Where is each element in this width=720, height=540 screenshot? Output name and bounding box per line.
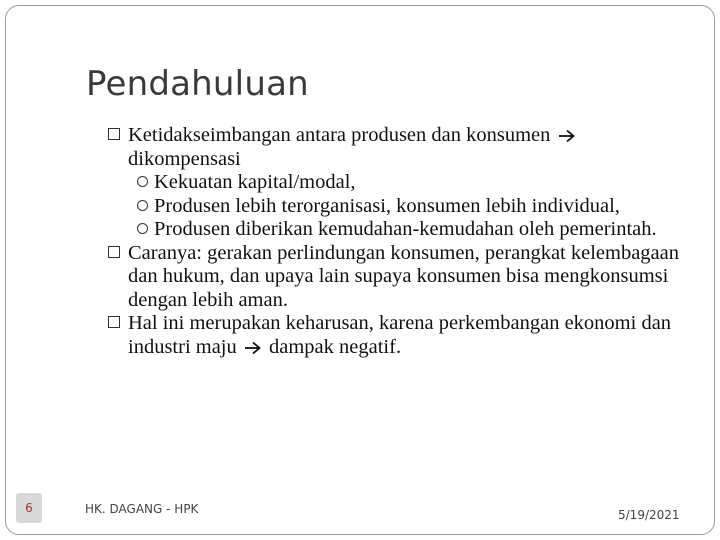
sub-bullet-1-text: Kekuatan kapital/modal, <box>154 171 356 193</box>
bullet-1-text-after: dikompensasi <box>128 147 241 170</box>
sub-bullet-2-text: Produsen lebih terorganisasi, konsumen lebih individual, <box>154 194 620 217</box>
footer-text: HK. DAGANG - HPK <box>85 502 199 516</box>
slide <box>5 5 715 535</box>
slide-body <box>94 124 694 359</box>
circle-bullet-icon <box>137 176 148 187</box>
arrow-right-icon <box>558 129 576 143</box>
bullet-2 <box>94 242 694 313</box>
square-bullet-icon <box>108 246 120 258</box>
bullet-3-text-after: dampak negatif. <box>269 335 402 358</box>
sub-bullet-3 <box>94 218 694 242</box>
bullet-2-text: Caranya: gerakan perlindungan konsumen, perangkat kelembagaan dan hukum, dan upaya lain supaya konsumen bisa mengkonsumsi dengan lebih aman. <box>128 241 680 311</box>
circle-bullet-icon <box>137 200 148 211</box>
bullet-3-text-before: Hal ini merupakan keharusan, karena perkembangan ekonomi dan industri maju <box>128 312 672 358</box>
square-bullet-icon <box>108 316 120 328</box>
bullet-1-text-before: Ketidakseimbangan antara produsen dan konsumen <box>128 124 551 146</box>
arrow-right-icon <box>244 341 262 355</box>
bullet-3 <box>94 312 694 359</box>
footer-date: 5/19/2021 <box>618 508 680 522</box>
square-bullet-icon <box>108 128 120 140</box>
sub-bullet-3-text: Produsen diberikan kemudahan-kemudahan oleh pemerintah. <box>154 218 657 240</box>
slide-number: 6 <box>16 493 42 523</box>
sub-bullet-1 <box>94 171 694 195</box>
slide-title: Pendahuluan <box>86 64 309 104</box>
circle-bullet-icon <box>137 223 148 234</box>
sub-bullet-2 <box>94 195 694 219</box>
bullet-1 <box>94 124 694 171</box>
